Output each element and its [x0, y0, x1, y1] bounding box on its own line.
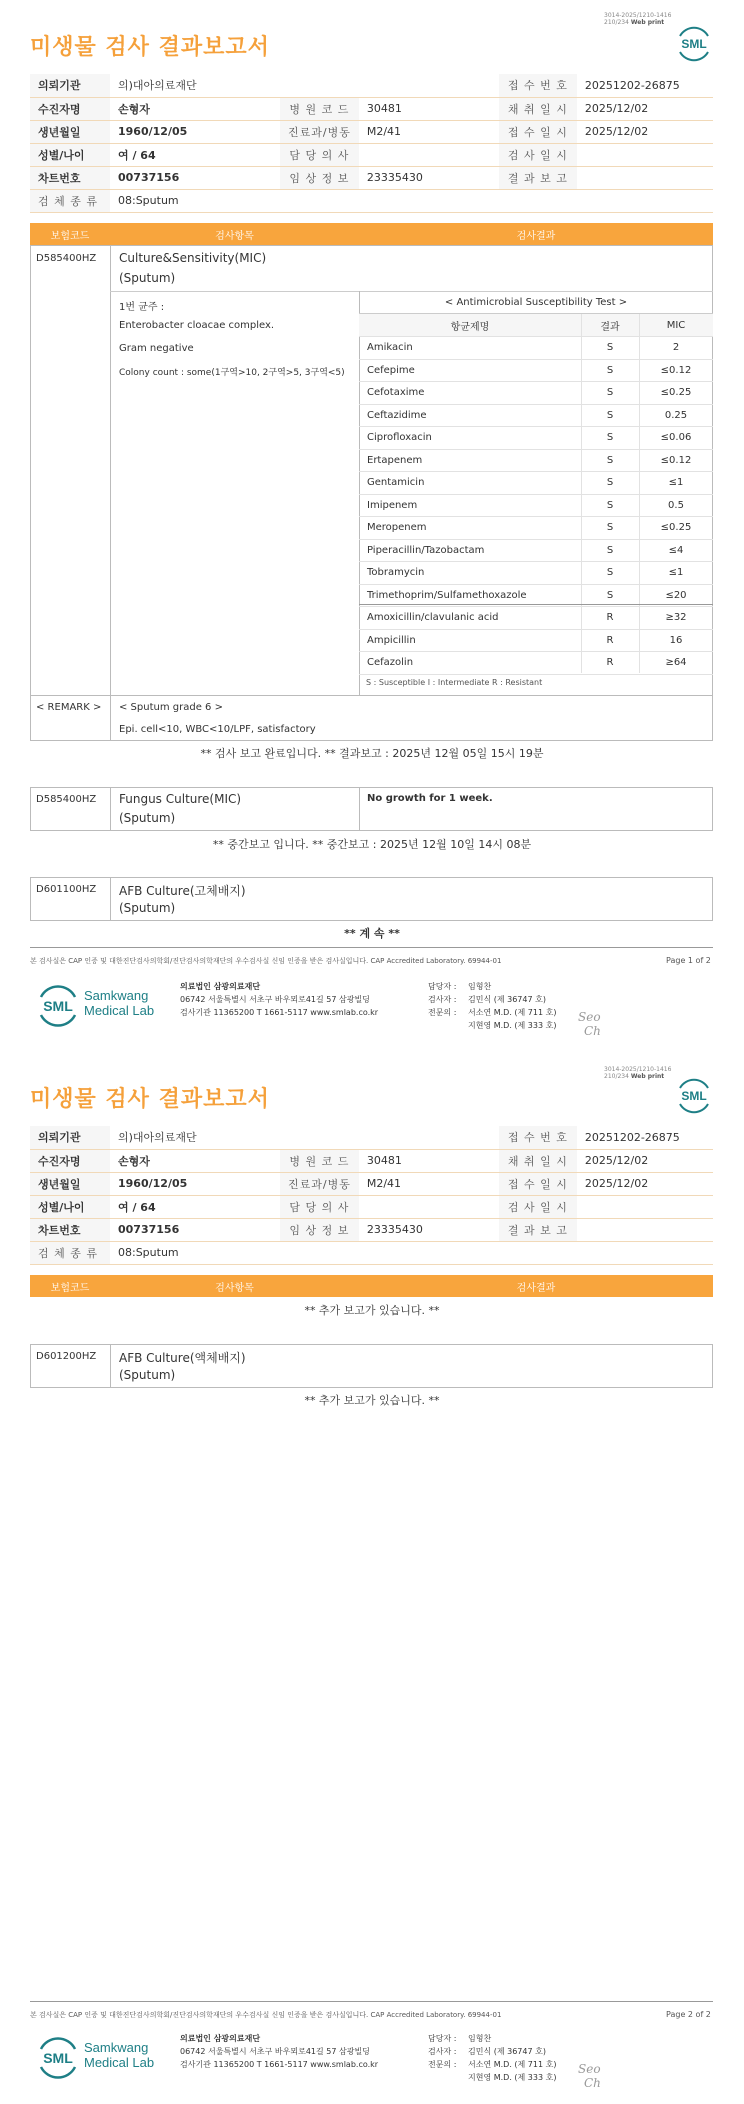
ast-result: S [606, 499, 614, 511]
staff-name: 김민식 (제 36747 호) [468, 995, 546, 1004]
ast-mic: 0.25 [664, 409, 688, 421]
lab-contact: 검사기관 11365200 T 1661-5117 www.smlab.co.kr [180, 2060, 379, 2069]
staff-name: 지현영 M.D. (제 333 호) [468, 1021, 557, 1030]
patient-name-label: 수진자명 [30, 1149, 110, 1172]
test3-code: D601100HZ [36, 884, 97, 895]
ast-antibiotic: Piperacillin/Tazobactam [367, 544, 485, 556]
ast-header-result: 결과 [600, 321, 620, 333]
colony-count: Colony count : some(1구역>10, 2구역>5, 3구역<5) [119, 368, 345, 378]
chart-no-label: 차트번호 [30, 1218, 110, 1241]
test1-code: D585400HZ [36, 253, 97, 264]
specimen-type-label: 검 체 종 류 [30, 189, 110, 212]
ast-row [359, 405, 713, 428]
signature-3: Seo [578, 2062, 601, 2076]
physician-value [359, 1195, 499, 1218]
ast-mic: ≤1 [668, 567, 684, 579]
test2-code: D585400HZ [36, 794, 97, 805]
specimen-type-label: 검 체 종 류 [30, 1241, 110, 1264]
column-header-bar-2 [30, 1275, 713, 1297]
test2-status: ** 중간보고 입니다. ** 중간보고 : 2025년 12월 10일 14시 08분 [212, 838, 532, 851]
staff-name: 서소연 M.D. (제 711 호) [468, 1008, 557, 1017]
birthdate-value: 1960/12/05 [110, 120, 280, 143]
patient-name-value: 손형자 [110, 97, 280, 120]
ast-row [359, 540, 713, 563]
col-item: 검사항목 [215, 1282, 254, 1294]
department-label: 진료과/병동 [280, 120, 359, 143]
test1-status: ** 검사 보고 완료입니다. ** 결과보고 : 2025년 12월 05일 15시 19분 [200, 747, 544, 760]
ast-mic: ≤0.12 [660, 454, 692, 466]
lab-name-en1: Samkwang [84, 2040, 149, 2055]
received-date-value: 2025/12/02 [577, 120, 713, 143]
col-code: 보험코드 [50, 1282, 90, 1294]
ast-antibiotic: Ceftazidime [367, 409, 427, 421]
ast-result: R [606, 612, 614, 624]
ast-antibiotic: Ertapenem [367, 454, 423, 466]
collection-date-label: 채 취 일 시 [499, 1149, 577, 1172]
ast-row [359, 382, 713, 405]
test-date-value [577, 143, 713, 166]
staff-role: 검사자 : [428, 995, 457, 1004]
print-meta-2 [604, 1066, 671, 1080]
ast-antibiotic: Ciprofloxacin [367, 432, 432, 444]
department-value: M2/41 [359, 1172, 499, 1195]
sml-logo [676, 26, 712, 62]
staff-name: 임형찬 [468, 982, 492, 991]
department-value: M2/41 [359, 120, 499, 143]
staff-role: 전문의 : [428, 2060, 457, 2069]
collection-date-label: 채 취 일 시 [499, 97, 577, 120]
collection-date-value: 2025/12/02 [577, 1149, 713, 1172]
ast-col-divider-1 [581, 314, 582, 673]
test4-specimen: (Sputum) [119, 1368, 176, 1382]
lab-org: 의료법인 삼광의료재단 [180, 982, 261, 991]
birthdate-label: 생년월일 [30, 120, 110, 143]
ast-result: S [606, 544, 614, 556]
ast-mic: ≤4 [668, 544, 684, 556]
ast-mic: ≤20 [665, 589, 687, 601]
chart-no-value: 00737156 [110, 166, 280, 189]
signature-1: Seo [578, 1010, 601, 1024]
lab-address-block [180, 980, 378, 1019]
col-code: 보험코드 [50, 230, 90, 242]
ast-antibiotic: Trimethoprim/Sulfamethoxazole [367, 589, 527, 601]
test1-rule [110, 291, 713, 292]
lab-name-en2: Medical Lab [84, 2055, 155, 2070]
ast-result: S [606, 477, 614, 489]
physician-label: 담 당 의 사 [280, 143, 359, 166]
sex-age-label: 성별/나이 [30, 1195, 110, 1218]
print-meta-line1: 3014-2025/1210-1416 [604, 1066, 672, 1073]
ast-row [359, 360, 713, 383]
staff-role: 검사자 : [428, 2047, 457, 2056]
ast-antibiotic: Cefazolin [367, 657, 414, 669]
test3-divider [110, 877, 111, 921]
birthdate-label: 생년월일 [30, 1172, 110, 1195]
sml-footer-logo [36, 984, 80, 1028]
svg-text:SML: SML [43, 998, 73, 1014]
ast-mic: ≤1 [668, 477, 684, 489]
receipt-no-value: 20251202-26875 [577, 74, 713, 97]
ast-mic: ≤0.25 [660, 387, 692, 399]
test-date-label: 검 사 일 시 [499, 143, 577, 166]
hospital-code-label: 병 원 코 드 [280, 1149, 359, 1172]
report-date-label: 결 과 보 고 [499, 1218, 577, 1241]
col-result: 검사결과 [516, 1282, 556, 1294]
clinical-info-label: 임 상 정 보 [280, 1218, 359, 1241]
test-date-value [577, 1195, 713, 1218]
sml-logo-2 [676, 1078, 712, 1114]
ast-result: S [606, 387, 614, 399]
test2-name: Fungus Culture(MIC) [119, 792, 242, 806]
lab-name-footer-2 [84, 2040, 154, 2070]
patient-name-value: 손형자 [110, 1149, 280, 1172]
test1-divider [110, 245, 111, 741]
institution-value: 의)대아의료재단 [110, 74, 499, 97]
remark-title: < Sputum grade 6 > [119, 702, 223, 713]
ast-header-antibiotic: 항균제명 [450, 321, 490, 333]
staff-name: 임형찬 [468, 2034, 492, 2043]
ast-antibiotic: Gentamicin [367, 477, 425, 489]
sex-age-value: 여 / 64 [110, 143, 280, 166]
collection-date-value: 2025/12/02 [577, 97, 713, 120]
institution-label: 의뢰기관 [30, 1126, 110, 1149]
staff-name: 지현영 M.D. (제 333 호) [468, 2073, 557, 2082]
lab-address: 06742 서울특별시 서초구 바우뫼로41길 57 삼광빌딩 [180, 995, 370, 1004]
col-result: 검사결과 [516, 230, 556, 242]
ast-row [359, 427, 713, 450]
sml-footer-logo-2 [36, 2036, 80, 2080]
ast-title: < Antimicrobial Susceptibility Test > [444, 297, 628, 308]
cap-note-1: 본 검사실은 CAP 인증 및 대한진단검사의학회/진단검사의학재단의 우수검사실 신임 인증을 받은 검사실입니다. CAP Accredited Laboratory. 69944-01 [30, 957, 502, 965]
sex-age-label: 성별/나이 [30, 143, 110, 166]
ast-row [359, 517, 713, 540]
ast-col-divider-2 [639, 314, 640, 673]
lab-name-footer [84, 988, 154, 1018]
print-meta [604, 12, 671, 26]
footer-rule-1 [30, 947, 713, 948]
test2-specimen: (Sputum) [119, 811, 176, 825]
signature-2: Ch [584, 1024, 601, 1038]
receipt-no-label: 접 수 번 호 [499, 74, 577, 97]
ast-header-row [359, 314, 713, 337]
test3-status: ** 계 속 ** [344, 927, 400, 940]
patient-name-label: 수진자명 [30, 97, 110, 120]
svg-text:SML: SML [681, 37, 707, 51]
test3-name: AFB Culture(고체배지) [119, 884, 246, 898]
hospital-code-label: 병 원 코 드 [280, 97, 359, 120]
chart-no-label: 차트번호 [30, 166, 110, 189]
staff-role: 담당자 : [428, 2034, 457, 2043]
ast-antibiotic: Meropenem [367, 522, 427, 534]
print-meta-line2: 210/234 [604, 19, 629, 26]
signature-4: Ch [584, 2076, 601, 2090]
lab-org: 의료법인 삼광의료재단 [180, 2034, 261, 2043]
ast-antibiotic: Amoxicillin/clavulanic acid [367, 612, 499, 624]
ast-antibiotic: Imipenem [367, 499, 418, 511]
ast-antibiotic: Amikacin [367, 342, 413, 354]
ast-result: S [606, 522, 614, 534]
received-date-value: 2025/12/02 [577, 1172, 713, 1195]
ast-row [359, 607, 713, 630]
print-meta-label: Web print [630, 19, 665, 26]
report-page-1 [0, 0, 744, 1040]
ast-row [359, 562, 713, 585]
print-meta-line2: 210/234 [604, 1073, 629, 1080]
ast-mic: 16 [669, 634, 683, 646]
svg-text:SML: SML [43, 2050, 73, 2066]
print-meta-line1: 3014-2025/1210-1416 [604, 12, 672, 19]
test4-divider [110, 1344, 111, 1388]
ast-result: S [606, 342, 614, 354]
specimen-type-value: 08:Sputum [110, 189, 713, 212]
report-title: 미생물 검사 결과보고서 [30, 35, 270, 60]
ast-antibiotic: Cefepime [367, 364, 415, 376]
ast-row [359, 652, 713, 675]
ast-row [359, 495, 713, 518]
patient-header [30, 74, 713, 213]
ast-legend: S : Susceptible I : Intermediate R : Resistant [366, 678, 543, 687]
physician-value [359, 143, 499, 166]
remark-label: < REMARK > [36, 702, 102, 713]
ast-row [359, 472, 713, 495]
clinical-info-value: 23335430 [359, 166, 499, 189]
lab-name-en1: Samkwang [84, 988, 149, 1003]
ast-resistant-separator [359, 604, 713, 605]
report-date-label: 결 과 보 고 [499, 166, 577, 189]
hospital-code-value: 30481 [359, 1149, 499, 1172]
test-date-label: 검 사 일 시 [499, 1195, 577, 1218]
institution-value: 의)대아의료재단 [110, 1126, 499, 1149]
ast-antibiotic: Tobramycin [367, 567, 425, 579]
svg-text:SML: SML [681, 1089, 707, 1103]
test4-name: AFB Culture(액체배지) [119, 1351, 246, 1365]
ast-row [359, 630, 713, 653]
ast-mic: ≤0.12 [660, 364, 692, 376]
ast-antibiotic: Ampicillin [367, 634, 416, 646]
test1-name: Culture&Sensitivity(MIC) [119, 251, 267, 265]
lab-contact: 검사기관 11365200 T 1661-5117 www.smlab.co.kr [180, 1008, 379, 1017]
footer-rule-2 [30, 2001, 713, 2002]
report-date-value [577, 166, 713, 189]
ast-result: S [606, 364, 614, 376]
ast-row [359, 337, 713, 360]
specimen-type-value: 08:Sputum [110, 1241, 713, 1264]
print-meta-label: Web print [630, 1073, 665, 1080]
staff-name: 김민식 (제 36747 호) [468, 2047, 546, 2056]
page-number-1: Page 1 of 2 [666, 956, 711, 965]
receipt-no-label: 접 수 번 호 [499, 1126, 577, 1149]
test4-code: D601200HZ [36, 1351, 97, 1362]
lab-name-en2: Medical Lab [84, 1003, 155, 1018]
staff-block-2 [428, 2032, 556, 2084]
ast-result: S [606, 409, 614, 421]
test2-result: No growth for 1 week. [367, 793, 493, 804]
received-date-label: 접 수 일 시 [499, 1172, 577, 1195]
report-title-2: 미생물 검사 결과보고서 [30, 1087, 270, 1112]
lab-address-block-2 [180, 2032, 378, 2071]
col-item: 검사항목 [215, 230, 254, 242]
hospital-code-value: 30481 [359, 97, 499, 120]
ast-result: S [606, 567, 614, 579]
staff-name: 서소연 M.D. (제 711 호) [468, 2060, 557, 2069]
test4-status: ** 추가 보고가 있습니다. ** [304, 1394, 440, 1407]
ast-mic: ≤0.25 [660, 522, 692, 534]
cap-note-2: 본 검사실은 CAP 인증 및 대한진단검사의학회/진단검사의학재단의 우수검사실 신임 인증을 받은 검사실입니다. CAP Accredited Laboratory. 69944-01 [30, 2011, 502, 2019]
received-date-label: 접 수 일 시 [499, 120, 577, 143]
ast-mic: 2 [672, 342, 680, 354]
ast-mic: ≤0.06 [660, 432, 692, 444]
institution-label: 의뢰기관 [30, 74, 110, 97]
department-label: 진료과/병동 [280, 1172, 359, 1195]
report-date-value [577, 1218, 713, 1241]
organism-name: Enterobacter cloacae complex. [119, 320, 275, 331]
ast-result: S [606, 454, 614, 466]
lab-address: 06742 서울특별시 서초구 바우뫼로41길 57 삼광빌딩 [180, 2047, 370, 2056]
remark-text: Epi. cell<10, WBC<10/LPF, satisfactory [119, 724, 316, 735]
chart-no-value: 00737156 [110, 1218, 280, 1241]
ast-mic: ≥64 [665, 657, 687, 669]
ast-result: S [606, 589, 614, 601]
test1-specimen: (Sputum) [119, 271, 176, 285]
gram-stain: Gram negative [119, 343, 194, 354]
organism-number: 1번 균주 : [119, 302, 165, 313]
test2-divider [110, 787, 111, 831]
ast-row [359, 450, 713, 473]
ast-antibiotic: Cefotaxime [367, 387, 425, 399]
ast-header-mic: MIC [666, 319, 686, 331]
ast-result: R [606, 634, 614, 646]
ast-mic: 0.5 [668, 499, 684, 511]
test2-result-divider [359, 787, 360, 831]
page-number-2: Page 2 of 2 [666, 2010, 711, 2019]
test3-specimen: (Sputum) [119, 901, 176, 915]
ast-result: S [606, 432, 614, 444]
birthdate-value: 1960/12/05 [110, 1172, 280, 1195]
sex-age-value: 여 / 64 [110, 1195, 280, 1218]
remark-rule [30, 695, 713, 696]
ast-mic: ≥32 [665, 612, 687, 624]
clinical-info-value: 23335430 [359, 1218, 499, 1241]
staff-role: 전문의 : [428, 1008, 457, 1017]
physician-label: 담 당 의 사 [280, 1195, 359, 1218]
report-page-2 [0, 1052, 744, 2104]
receipt-no-value: 20251202-26875 [577, 1126, 713, 1149]
staff-role: 담당자 : [428, 982, 457, 991]
clinical-info-label: 임 상 정 보 [280, 166, 359, 189]
column-header-bar [30, 223, 713, 245]
patient-header-2 [30, 1126, 713, 1265]
page2-note: ** 추가 보고가 있습니다. ** [304, 1304, 440, 1317]
staff-block-1 [428, 980, 556, 1032]
ast-result: R [606, 657, 614, 669]
